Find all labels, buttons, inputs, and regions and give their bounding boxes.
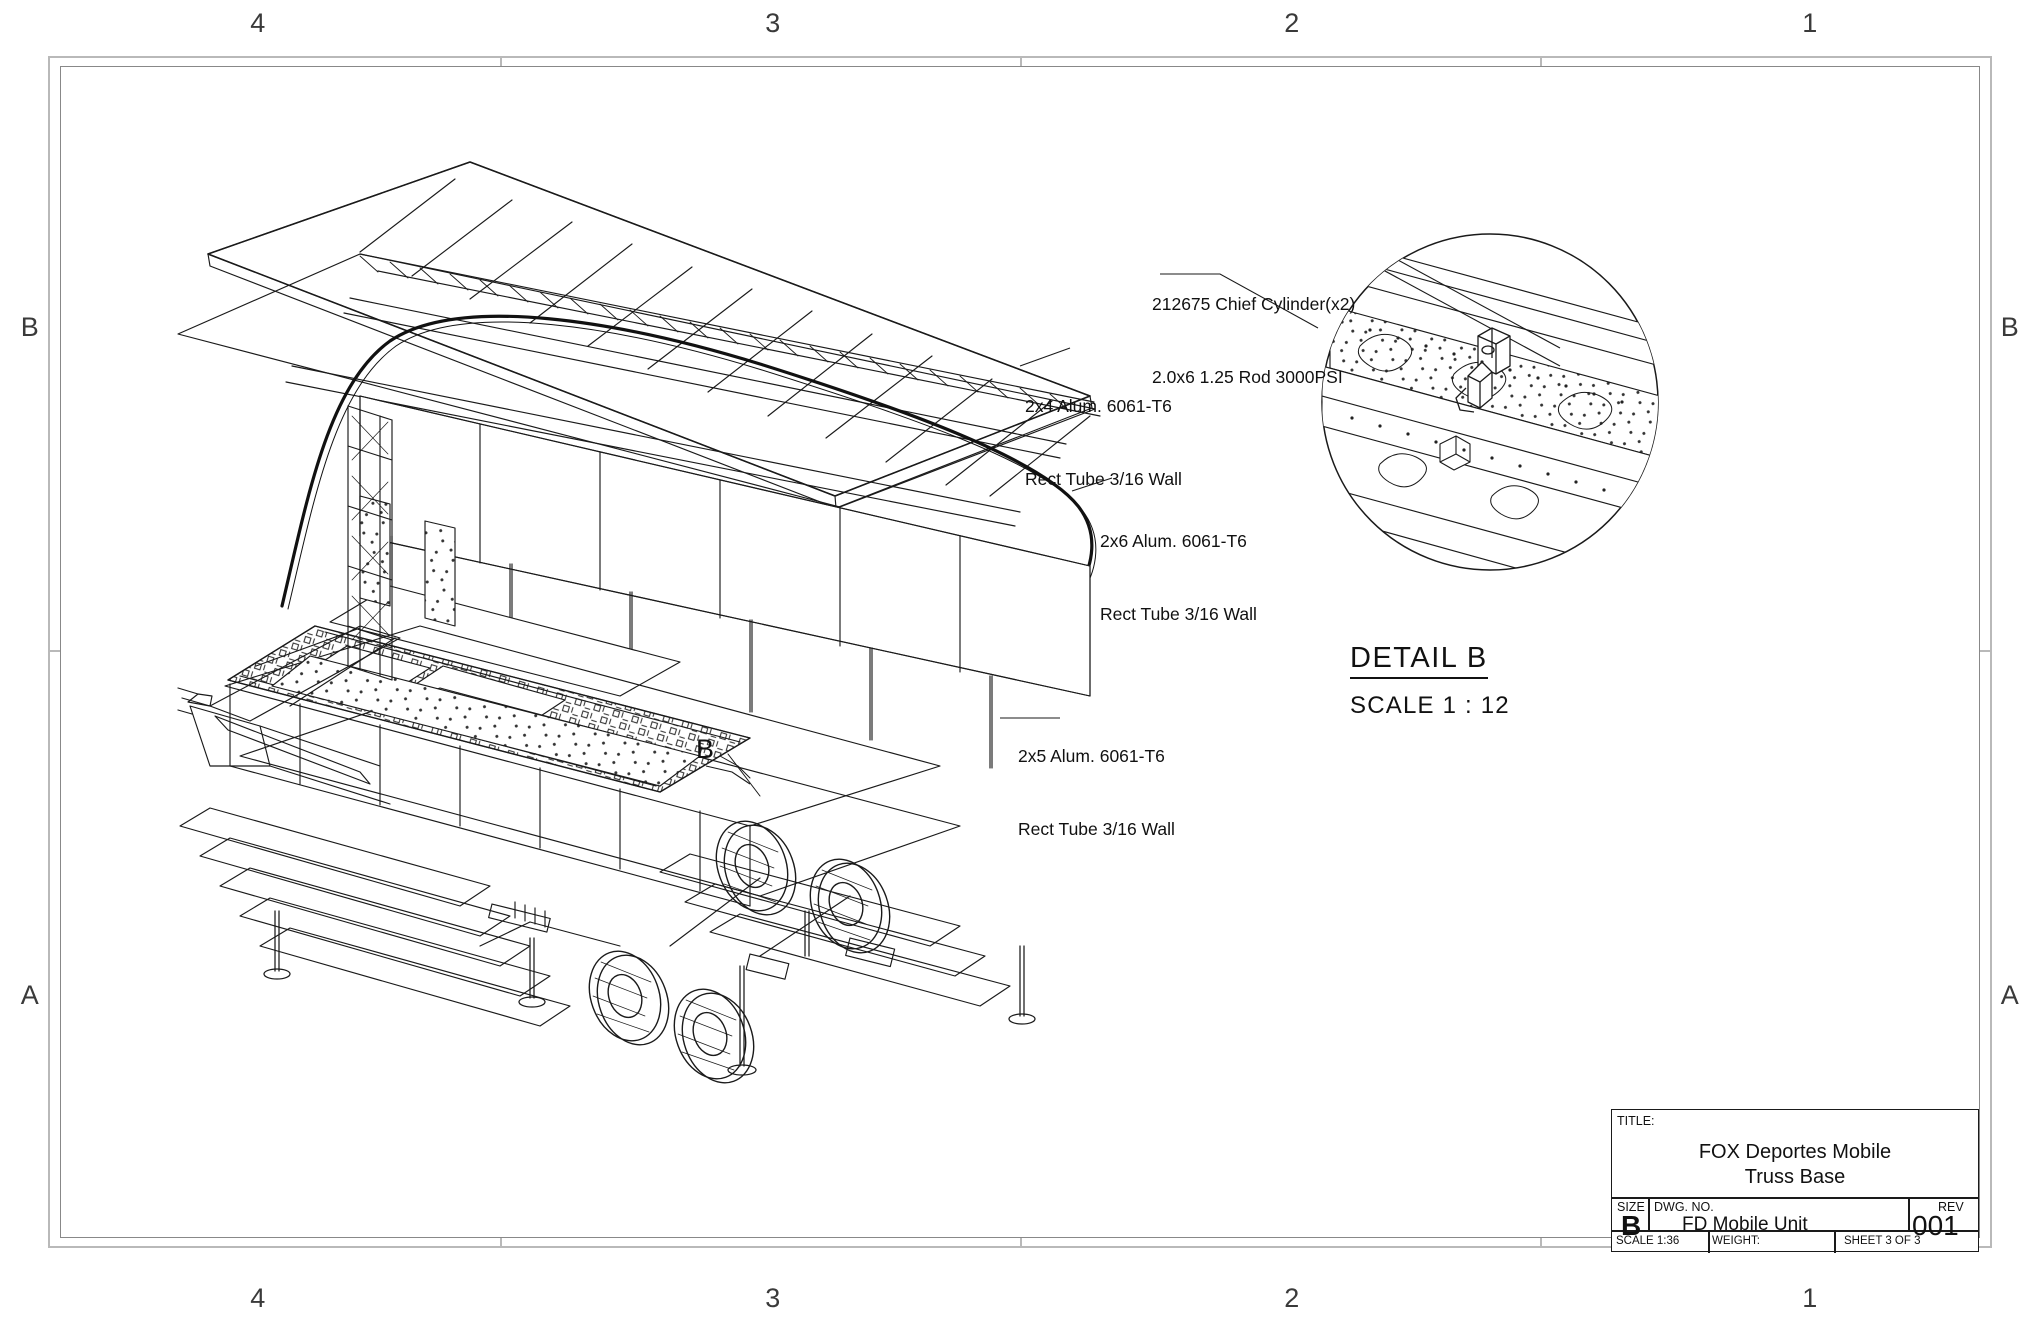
tb-title-line1: FOX Deportes Mobile [1698, 1141, 1892, 1163]
zone-label-bottom-1: 1 [1802, 1283, 1818, 1313]
tb-divider-1 [1612, 1197, 1978, 1199]
tb-scale-label: SCALE 1:36 [1616, 1235, 1680, 1247]
tb-size-value: B [1621, 1210, 1642, 1241]
tb-rev-label: REV [1938, 1200, 1964, 1214]
zone-tick-right-1 [1980, 650, 1992, 652]
zone-label-top-4: 4 [250, 8, 266, 38]
tb-sheet-label: SHEET 3 OF 3 [1844, 1235, 1921, 1247]
zone-label-left-b: B [20, 312, 40, 342]
zone-label-right-a: A [2000, 980, 2020, 1010]
zone-label-right-b: B [2000, 312, 2020, 342]
zone-label-left-a: A [20, 980, 40, 1010]
zone-tick-top-3 [1540, 56, 1542, 66]
tb-weight-label: WEIGHT: [1712, 1235, 1760, 1247]
tb-title-label: TITLE: [1617, 1114, 1655, 1128]
tb-dwg-label: DWG. NO. [1654, 1200, 1714, 1214]
callout-tube-2x5 [1018, 696, 1175, 889]
zone-label-bottom-4: 4 [250, 1283, 266, 1313]
drawing-area [60, 66, 1980, 1238]
zone-label-top-3: 3 [765, 8, 781, 38]
callout-tube-2x4-line1: 2x4 Alum. 6061-T6 [1025, 396, 1172, 417]
tb-size-label: SIZE [1617, 1200, 1645, 1214]
detail-balloon-b: B [696, 734, 715, 764]
tb-divider-rev [1908, 1197, 1910, 1230]
zone-tick-top-2 [1020, 56, 1022, 66]
tb-divider-size [1648, 1197, 1650, 1230]
zone-tick-bottom-2 [1020, 1238, 1022, 1248]
callout-tube-2x6-line2: Rect Tube 3/16 Wall [1100, 603, 1257, 624]
tb-divider-weight [1834, 1230, 1836, 1253]
callout-tube-2x4-line2: Rect Tube 3/16 Wall [1025, 468, 1182, 489]
zone-label-bottom-2: 2 [1284, 1283, 1300, 1313]
callout-tube-2x5-line2: Rect Tube 3/16 Wall [1018, 818, 1175, 839]
zone-tick-left-1 [48, 650, 60, 652]
callout-tube-2x5-line1: 2x5 Alum. 6061-T6 [1018, 746, 1165, 767]
detail-view-scale: SCALE 1 : 12 [1350, 692, 1510, 719]
tb-dwg-value: FD Mobile Unit [1682, 1214, 1808, 1235]
title-block [1611, 1109, 1979, 1252]
tb-rev-value: 001 [1912, 1210, 1959, 1241]
zone-label-bottom-3: 3 [765, 1283, 781, 1313]
callout-cylinder-line2: 2.0x6 1.25 Rod 3000PSI [1152, 366, 1343, 387]
isometric-truss-base-model [60, 66, 1980, 1238]
callout-cylinder [1152, 244, 1355, 437]
zone-label-top-2: 2 [1284, 8, 1300, 38]
callout-cylinder-line1: 212675 Chief Cylinder(x2) [1152, 294, 1356, 315]
callout-tube-2x6-line1: 2x6 Alum. 6061-T6 [1100, 531, 1247, 552]
detail-view-title: DETAIL B [1350, 642, 1488, 679]
tb-title-line2: Truss Base [1744, 1166, 1846, 1188]
callout-tube-2x6 [1100, 481, 1257, 674]
zone-tick-bottom-1 [500, 1238, 502, 1248]
zone-tick-top-1 [500, 56, 502, 66]
zone-label-top-1: 1 [1802, 8, 1818, 38]
zone-tick-bottom-3 [1540, 1238, 1542, 1248]
